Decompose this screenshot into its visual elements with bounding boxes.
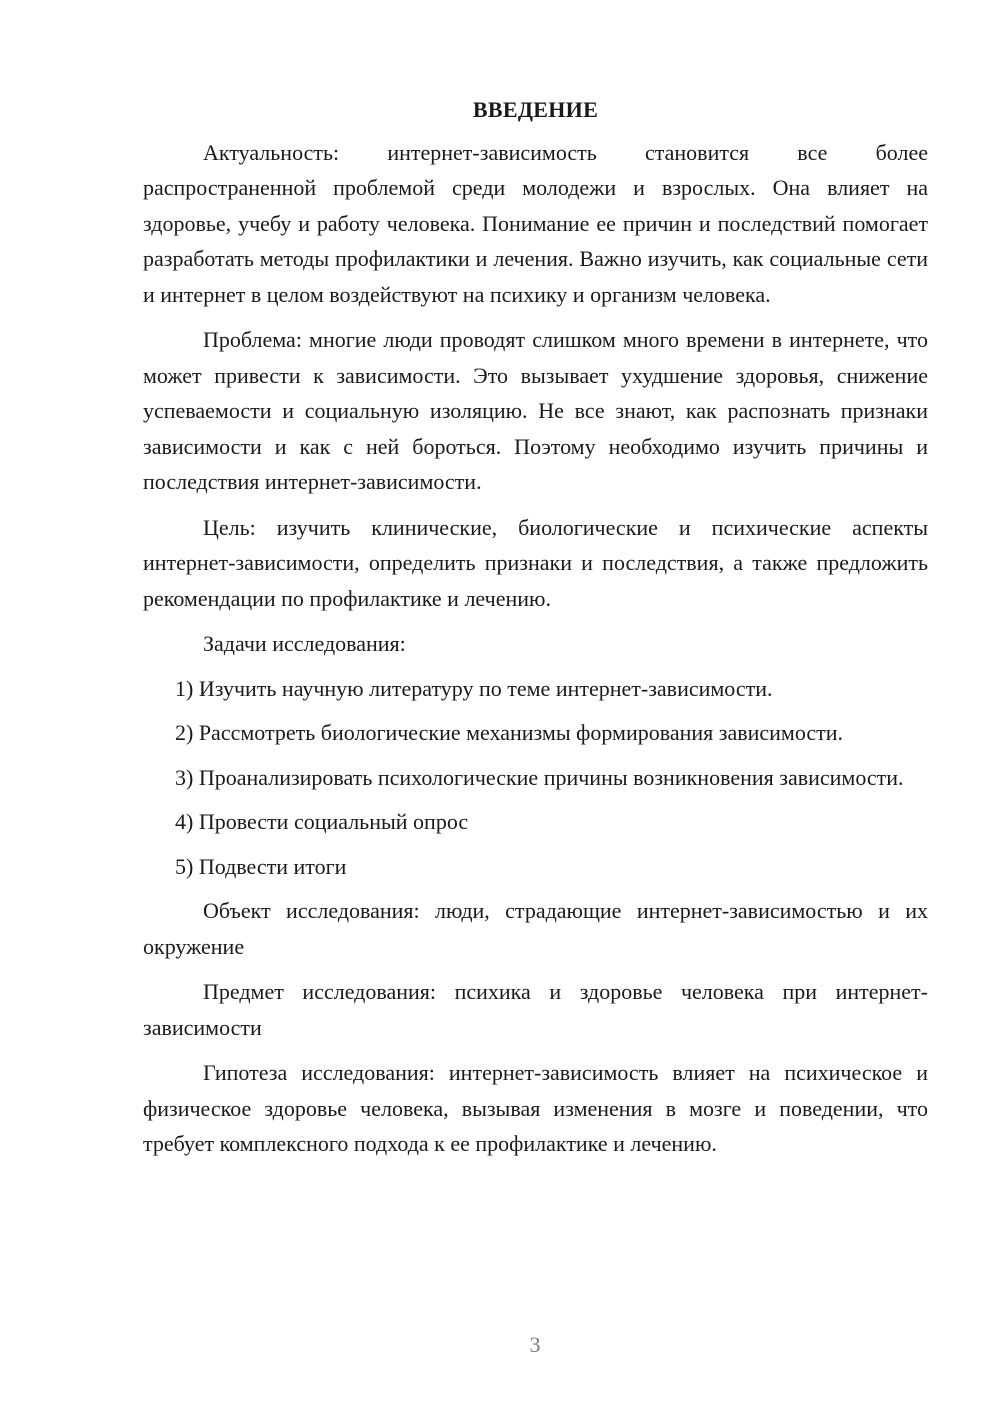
tasks-list <box>143 671 928 885</box>
list-item: 5) Подвести итоги <box>175 853 347 879</box>
page-number: 3 <box>529 1332 541 1357</box>
page-title: ВВЕДЕНИЕ <box>472 97 599 122</box>
relevance-paragraph: Актуальность: интернет-зависимость становится все более распространенной проблемой среди молодежи и взрослых. Она влияет на здоровье, учебу и работу человека. Понимание ее причин и последствий помогает разработать методы профилактики и лечения. Важно изучить, как социальные сети и интернет в целом воздействуют на психику и организм человека. <box>143 139 928 307</box>
document-page <box>143 92 928 1172</box>
subject-paragraph: Предмет исследования: психика и здоровье человека при интернет-зависимости <box>143 979 928 1040</box>
list-item: 1) Изучить научную литературу по теме интернет-зависимости. <box>175 675 773 701</box>
hypothesis-paragraph: Гипотеза исследования: интернет-зависимость влияет на психическое и физическое здоровье человека, вызывая изменения в мозге и поведении, что требует комплексного подхода к ее профилактике и лечению. <box>143 1060 928 1156</box>
list-item: 3) Проанализировать психологические причины возникновения зависимости. <box>175 764 904 790</box>
list-item: 2) Рассмотреть биологические механизмы формирования зависимости. <box>175 720 844 745</box>
problem-paragraph: Проблема: многие люди проводят слишком много времени в интернете, что может привести к зависимости. Это вызывает ухудшение здоровья, снижение успеваемости и социальную изоляцию. Не все знают, как распознать признаки зависимости и как с ней бороться. Поэтому необходимо изучить причины и последствия интернет-зависимости. <box>143 327 928 494</box>
goal-paragraph: Цель: изучить клинические, биологические и психические аспекты интернет-зависимости, определить признаки и последствия, а также предложить рекомендации по профилактике и лечению. <box>143 514 928 611</box>
object-paragraph: Объект исследования: люди, страдающие интернет-зависимостью и их окружение <box>143 898 928 959</box>
list-item: 4) Провести социальный опрос <box>175 809 469 834</box>
tasks-heading: Задачи исследования: <box>203 631 406 656</box>
